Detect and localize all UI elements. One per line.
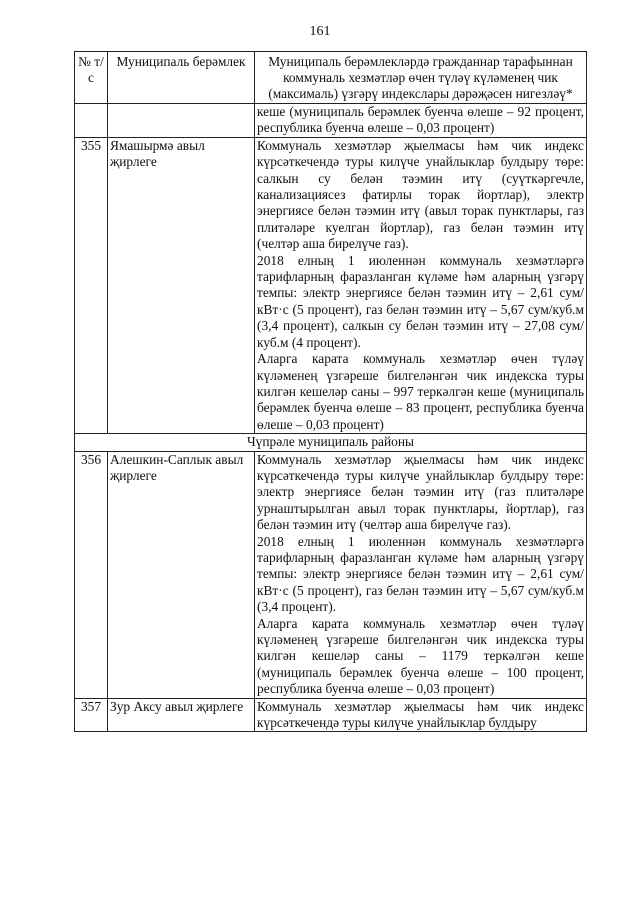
header-number: № т/с bbox=[75, 52, 108, 104]
municipality-name: Ямашырмә авыл җирлеге bbox=[108, 137, 255, 433]
row-paragraph: Коммуналь хезмәтләр җыелмасы һәм чик индекс күрсәткечендә туры килүче унайлыклар булдыру төре: электр энергиясе белән тәэмин итү (газ плитәләре урнаштырылган авыл торак пунктлары, йортлар), газ белән тәэмин итү (челтәр аша бирелүче газ). bbox=[257, 451, 584, 533]
table-row bbox=[75, 451, 587, 698]
row-paragraph: Коммуналь хезмәтләр җыелмасы һәм чик индекс күрсәткечендә туры килүче унайлыклар булдыру bbox=[257, 698, 584, 731]
cell-empty bbox=[108, 104, 255, 138]
table-row bbox=[75, 137, 587, 433]
row-paragraph: Аларга карата коммуналь хезмәтләр өчен түләү күләменең үзгәреше билгеләнгән чик индекска туры килгән кешеләр саны – 1179 теркәлгән кеше (муниципаль берәмлек буенча өлеше – 100 процент, республика буенча өлеше – 0,03 процент) bbox=[257, 615, 584, 697]
row-text bbox=[255, 451, 587, 698]
row-number: 357 bbox=[75, 698, 108, 732]
table-row bbox=[75, 698, 587, 732]
cell-empty bbox=[75, 104, 108, 138]
table-row-continuation bbox=[75, 104, 587, 138]
municipality-name: Алешкин-Саплык авыл җирлеге bbox=[108, 451, 255, 698]
district-name: Чүпрәле муниципаль районы bbox=[75, 434, 587, 451]
row-paragraph: Коммуналь хезмәтләр җыелмасы һәм чик индекс күрсәткечендә туры килүче унайлыклар булдыру төре: салкын су белән тәэмин итү (суүткәргечле, канализациясез фатирлы торак йортлар), электр энергиясе белән тәэмин итү (авыл торак пунктлары, газ плитәләре куелган йортлар), газ белән тәэмин итү (челтәр аша бирелүче газ). bbox=[257, 137, 584, 252]
cell-continuation-text: кеше (муниципаль берәмлек буенча өлеше – 92 процент, республика буенча өлеше – 0,03 процент) bbox=[255, 104, 587, 138]
row-paragraph: 2018 елның 1 июленнән коммуналь хезмәтләргә тарифларның фаразланган күләме һәм аларның үзгәрү темпы: электр энергиясе белән тәэмин итү – 2,61 сум/кВт·с (5 процент), газ белән тәэмин итү – 5,67 сум/куб.м (3,4 процент). bbox=[257, 533, 584, 615]
municipal-index-table bbox=[74, 51, 587, 732]
municipality-name: Зур Аксу авыл җирлеге bbox=[108, 698, 255, 732]
row-number: 355 bbox=[75, 137, 108, 433]
district-row bbox=[75, 434, 587, 451]
header-municipality: Муниципаль берәмлек bbox=[108, 52, 255, 104]
row-paragraph: 2018 елның 1 июленнән коммуналь хезмәтләргә тарифларның фаразланган күләме һәм аларның үзгәрү темпы: электр энергиясе белән тәэмин итү – 2,61 сум/кВт·с (5 процент), газ белән тәэмин итү – 5,67 сум/куб.м (3,4 процент), салкын су белән тәэмин итү – 27,08 сум/куб.м (4 процент). bbox=[257, 252, 584, 350]
header-justification: Муниципаль берәмлекләрдә гражданнар тарафыннан коммуналь хезмәтләр өчен түләү күләменең чик (максималь) үзгәрү индекслары дәрәҗәсен нигезләү* bbox=[255, 52, 587, 104]
row-number: 356 bbox=[75, 451, 108, 698]
row-text bbox=[255, 698, 587, 732]
table-header-row bbox=[75, 52, 587, 104]
page-number: 161 bbox=[309, 24, 331, 39]
row-text bbox=[255, 137, 587, 433]
row-paragraph: Аларга карата коммуналь хезмәтләр өчен түләү күләменең үзгәреше билгеләнгән чик индекска туры килгән кешеләр саны – 997 теркәлгән кеше (муниципаль берәмлек буенча өлеше – 83 процент, республика буенча өлеше – 0,03 процент) bbox=[257, 351, 584, 432]
